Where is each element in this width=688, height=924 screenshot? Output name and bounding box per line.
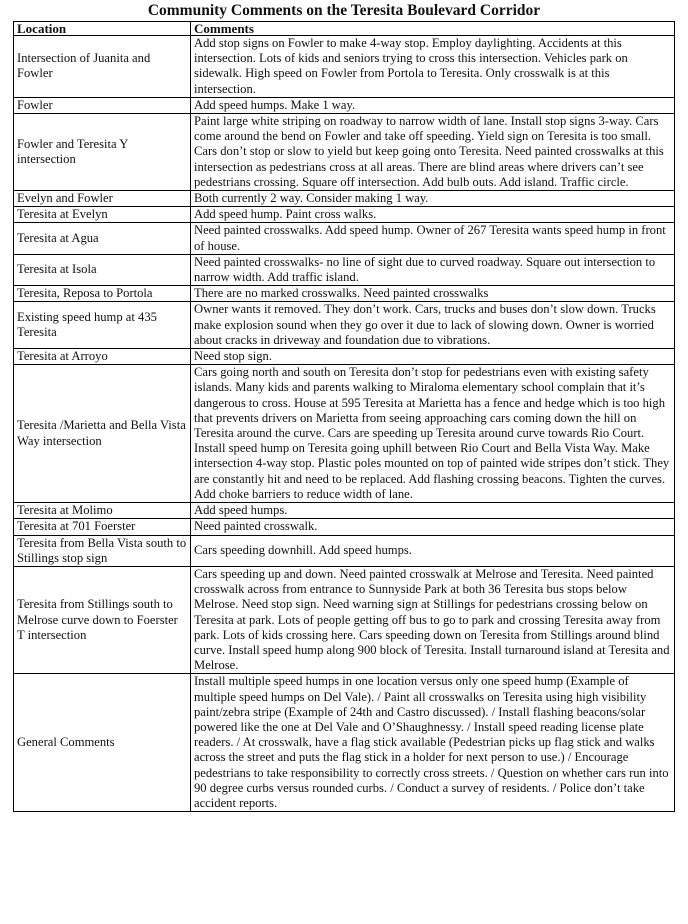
- location-cell: Teresita from Bella Vista south to Stillings stop sign: [14, 535, 191, 566]
- location-cell: Intersection of Juanita and Fowler: [14, 36, 191, 98]
- table-row: [14, 519, 675, 535]
- comments-cell: Need painted crosswalk.: [191, 519, 675, 535]
- comments-cell: Cars going north and south on Teresita don’t stop for pedestrians even with existing safety islands. Many kids and parents walking to Miraloma elementary school complain that it’s dangerous to cross. House at 595 Teresita at Marietta has a fence and hedge which is too high that prevents drivers on Marietta from seeing approaching cars coming down the hill on Teresita around the curve. Cars are speeding up Teresita around curve towards Rio Court. Install speed hump on Teresita going uphill between Rio Court and Bella Vista Way. Make intersection 4-way stop. Plastic poles mounted on top of painted wide stripes don’t stick. They are constantly hit and need to be replaced. Add flashing crossing beacons. Tighten the curves. Add choke barriers to reduce width of lane.: [191, 365, 675, 503]
- location-cell: General Comments: [14, 674, 191, 812]
- location-cell: Evelyn and Fowler: [14, 191, 191, 207]
- location-cell: Fowler: [14, 97, 191, 113]
- table-row: [14, 503, 675, 519]
- comments-cell: Need painted crosswalks. Add speed hump. Owner of 267 Teresita wants speed hump in front of house.: [191, 223, 675, 254]
- comments-cell: There are no marked crosswalks. Need painted crosswalks: [191, 286, 675, 302]
- document-title: Community Comments on the Teresita Boulevard Corridor: [147, 2, 541, 19]
- location-cell: Teresita at Evelyn: [14, 207, 191, 223]
- location-cell: Teresita at Agua: [14, 223, 191, 254]
- table-row: [14, 674, 675, 812]
- table-body: [14, 36, 675, 812]
- table-row: [14, 535, 675, 566]
- table-header-row: [14, 22, 675, 36]
- location-cell: Teresita at Molimo: [14, 503, 191, 519]
- location-cell: Teresita from Stillings south to Melrose curve down to Foerster T intersection: [14, 566, 191, 673]
- comments-cell: Add speed hump. Paint cross walks.: [191, 207, 675, 223]
- location-cell: Teresita, Reposa to Portola: [14, 286, 191, 302]
- table-row: [14, 191, 675, 207]
- table-row: [14, 254, 675, 285]
- comments-cell: Owner wants it removed. They don’t work. Cars, trucks and buses don’t slow down. Trucks make explosion sound when they go over it due to lack of slowing down. Owner is worried about cracks in driveway and foundation due to vibrations.: [191, 302, 675, 349]
- comments-cell: Both currently 2 way. Consider making 1 way.: [191, 191, 675, 207]
- comments-cell: Add stop signs on Fowler to make 4-way stop. Employ daylighting. Accidents at this intersection. Lots of kids and seniors trying to cross this intersection. Vehicles park on sidewalk. High speed on Fowler from Portola to Teresita. Only crosswalk is at this intersection.: [191, 36, 675, 98]
- comments-cell: Add speed humps. Make 1 way.: [191, 97, 675, 113]
- location-cell: Teresita at Isola: [14, 254, 191, 285]
- comments-cell: Need painted crosswalks- no line of sight due to curved roadway. Square out intersection to narrow width. Add traffic island.: [191, 254, 675, 285]
- location-cell: Teresita at Arroyo: [14, 349, 191, 365]
- comments-cell: Install multiple speed humps in one location versus only one speed hump (Example of multiple speed humps on Del Vale). / Paint all crosswalks on Teresita using high visibility paint/zebra stripe (Example of 24th and Castro discussed). / Install flashing beacons/solar powered like the one at Del Vale and O’Shaughnessy. / Install speed reading license plate readers. / At crosswalk, have a flag stick available (Pedestrian picks up flag stick and walks across the street and puts the flag stick in a holder for next person to use.) / Encourage pedestrians to take responsibility to correctly cross streets. / Question on whether cars run into 90 degree curbs versus rounded curbs. / Conduct a survey of residents. / Police don’t take accident reports.: [191, 674, 675, 812]
- table-row: [14, 302, 675, 349]
- comments-cell: Paint large white striping on roadway to narrow width of lane. Install stop signs 3-way. Cars come around the bend on Fowler and take off speeding. Yield sign on Teresita is too small. Cars don’t stop or slow to yield but keep going onto Teresita. Need painted crosswalks at this intersection as pedestrians cross at all areas. There are blind areas where drivers can’t see pedestrians crossing. Square off intersection. Add bulb outs. Add island. Traffic circle.: [191, 114, 675, 191]
- table-row: [14, 223, 675, 254]
- table-row: [14, 97, 675, 113]
- comments-cell: Add speed humps.: [191, 503, 675, 519]
- table-row: [14, 114, 675, 191]
- table-row: [14, 349, 675, 365]
- comments-cell: Cars speeding up and down. Need painted crosswalk at Melrose and Teresita. Need painted crosswalk across from entrance to Sunnyside Park at both 36 Teresita bus stops below Melrose. Need stop sign. Need warning sign at Stillings for pedestrians crossing below on Teresita at park. Lots of people getting off bus to go to park and crossing Teresita away from park. Lots of kids crossing here. Cars speeding down on Teresita from Stillings around blind curve. Install speed hump along 900 block of Teresita. Install turnaround island at Teresita and Melrose.: [191, 566, 675, 673]
- location-cell: Fowler and Teresita Y intersection: [14, 114, 191, 191]
- location-cell: Existing speed hump at 435 Teresita: [14, 302, 191, 349]
- table-row: [14, 365, 675, 503]
- table-row: [14, 566, 675, 673]
- comments-cell: Need stop sign.: [191, 349, 675, 365]
- comments-table: [13, 21, 675, 812]
- location-cell: Teresita /Marietta and Bella Vista Way intersection: [14, 365, 191, 503]
- comments-column-header: Comments: [191, 22, 675, 36]
- location-cell: Teresita at 701 Foerster: [14, 519, 191, 535]
- table-row: [14, 207, 675, 223]
- table-row: [14, 286, 675, 302]
- table-row: [14, 36, 675, 98]
- comments-cell: Cars speeding downhill. Add speed humps.: [191, 535, 675, 566]
- location-column-header: Location: [14, 22, 191, 36]
